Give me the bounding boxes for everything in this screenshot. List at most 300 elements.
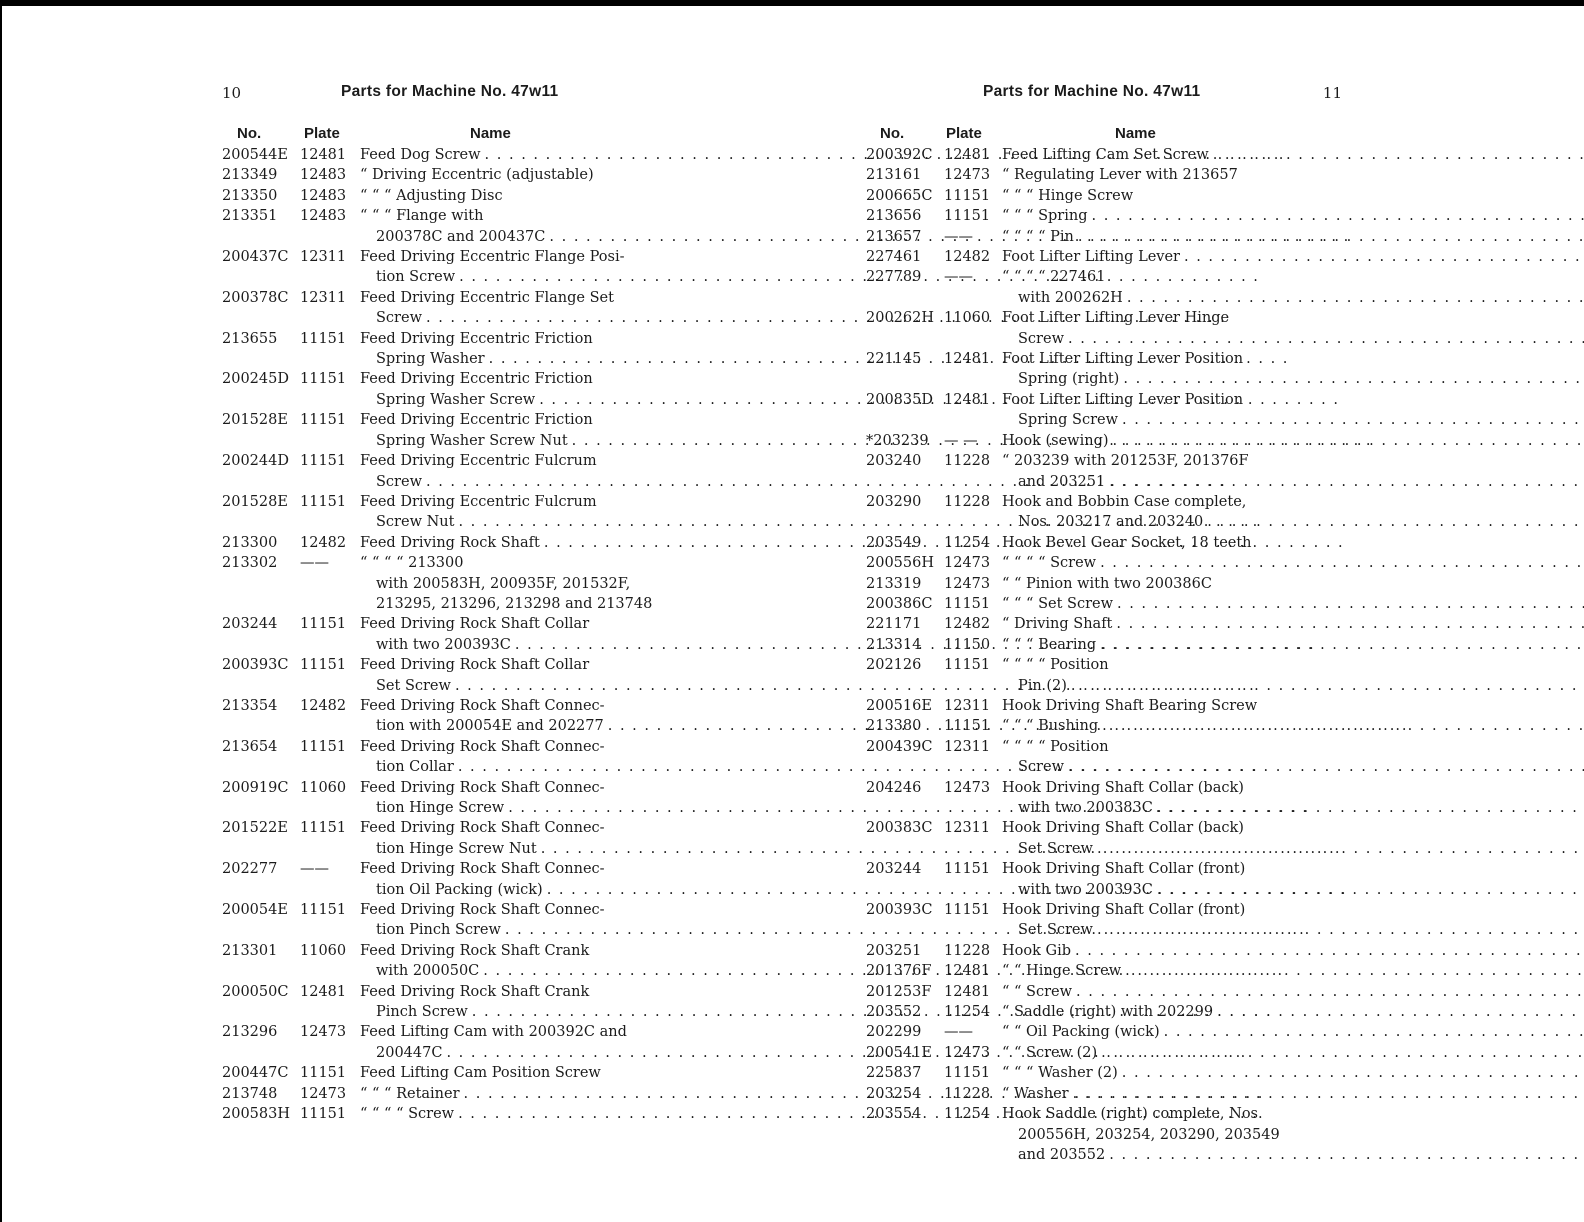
table-row [866, 1063, 1342, 1083]
plate-number: 11151 [944, 718, 991, 735]
part-name-line [1002, 349, 1584, 369]
part-name-line [360, 574, 652, 594]
part-name-text: “ “ Oil Packing (wick) [1002, 1024, 1160, 1041]
part-name [1002, 390, 1584, 431]
part-name-text: Feed Driving Rock Shaft Connec- [360, 902, 605, 919]
plate-number: 12473 [300, 1024, 347, 1041]
page-title: Parts for Machine No. 47w11 [341, 83, 559, 100]
dot-leader [1078, 227, 1584, 247]
part-number: 201522E [222, 820, 288, 837]
table-row [222, 696, 652, 737]
part-number: 204246 [866, 779, 922, 796]
part-name-text: Screw [376, 310, 422, 327]
dot-leader [1097, 839, 1584, 859]
part-name-text: Feed Driving Rock Shaft Crank [360, 942, 590, 959]
part-number: 213351 [222, 208, 278, 225]
part-name-text: with two 200393C [1018, 881, 1153, 898]
table-row [866, 614, 1342, 634]
part-name [1002, 206, 1584, 226]
plate-number: 12483 [300, 208, 347, 225]
plate-number: 11228 [944, 493, 991, 510]
part-number: 200439C [866, 738, 933, 755]
part-name-text: Foot Lifter Lifting Lever Hinge [1002, 310, 1230, 327]
part-number: 202126 [866, 657, 922, 674]
part-name [1002, 349, 1584, 390]
part-number: 200262H [866, 310, 934, 327]
table-row [222, 165, 652, 185]
dot-leader [1184, 247, 1584, 267]
part-number: 213656 [866, 208, 922, 225]
part-number: 200054E [222, 902, 288, 919]
scan-left-edge [0, 0, 2, 1222]
part-name-text: 200447C [376, 1044, 443, 1061]
part-name [1002, 941, 1584, 961]
part-name-text: Feed Driving Eccentric Friction [360, 412, 593, 429]
part-name-line [1002, 798, 1584, 818]
part-number: 200378C [222, 289, 289, 306]
part-name-line [1002, 308, 1584, 328]
part-name-text: “ “ “ Set Screw [1002, 595, 1113, 612]
part-name [1002, 1084, 1584, 1104]
part-name-text: Set Screw [1018, 840, 1093, 857]
part-name-text: “ Saddle (right) with 202299 [1002, 1004, 1214, 1021]
table-row [222, 206, 652, 247]
part-name-line [1002, 655, 1584, 675]
plate-number: 11151 [300, 657, 347, 674]
part-name [1002, 655, 1584, 696]
part-name-text: tion with 200054E and 202277 [376, 718, 604, 735]
part-name-text: “ Driving Shaft [1002, 616, 1113, 633]
part-name-text: “ “ “ Adjusting Disc [360, 187, 503, 204]
part-name-text: Screw [1018, 330, 1064, 347]
dot-leader [1076, 982, 1584, 1002]
part-number: 203549 [866, 534, 922, 551]
plate-number: —— [944, 1024, 973, 1041]
part-name-text: Set Screw [376, 677, 451, 694]
part-name-text: Spring Washer Screw Nut [376, 432, 568, 449]
plate-number: — — [944, 432, 978, 449]
part-name [1002, 716, 1584, 736]
table-row [866, 1104, 1342, 1165]
part-name-text: “ “ “ “ Position [1002, 738, 1109, 755]
plate-number: 11151 [300, 412, 347, 429]
column-header-no: No. [237, 125, 262, 142]
part-name-text: Spring Washer [376, 351, 485, 368]
part-name-line [1002, 574, 1342, 594]
part-name-text: Hook Driving Shaft Collar (back) [1002, 820, 1244, 837]
table-row [866, 533, 1342, 553]
column-header-no: No. [880, 125, 905, 142]
part-number: 213296 [222, 1024, 278, 1041]
part-name-line [1002, 614, 1584, 634]
part-number: 221145 [866, 351, 922, 368]
part-number: 200393C [222, 657, 289, 674]
part-name-text: Feed Driving Eccentric Fulcrum [360, 453, 597, 470]
parts-list [222, 145, 652, 1125]
part-number: 202277 [222, 861, 278, 878]
page-title: Parts for Machine No. 47w11 [983, 83, 1201, 100]
part-name [1002, 1104, 1584, 1165]
part-name [1002, 431, 1584, 451]
table-row [866, 818, 1342, 859]
part-name-text: Set Screw [1018, 922, 1093, 939]
part-name-text: “ “ “ “ Position [1002, 657, 1109, 674]
table-row [866, 553, 1342, 573]
part-number: 213380 [866, 718, 922, 735]
plate-number: 12481 [300, 147, 347, 163]
part-name-text: Feed Driving Eccentric Flange Posi- [360, 249, 625, 266]
table-row [222, 533, 652, 553]
part-name-line [1002, 859, 1584, 879]
part-name-text: Hook (sewing) [1002, 432, 1109, 449]
part-name [1002, 553, 1584, 573]
part-number: 201253F [866, 983, 932, 1000]
part-name-line [1002, 492, 1584, 512]
table-row [222, 186, 652, 206]
part-name-line [1002, 757, 1584, 777]
dot-leader [1164, 1022, 1584, 1042]
part-name-text: Feed Lifting Cam with 200392C and [360, 1024, 627, 1041]
plate-number: 12481 [944, 391, 991, 408]
part-name-text: with 200262H [1018, 289, 1123, 306]
part-name [1002, 635, 1584, 655]
plate-number: 12481 [944, 983, 991, 1000]
part-name-line [1002, 329, 1584, 349]
dot-leader [1117, 594, 1584, 614]
part-number: 200556H [866, 555, 934, 572]
plate-number: 12482 [300, 697, 347, 714]
part-name-line [1002, 716, 1584, 736]
part-name-line [360, 1063, 652, 1083]
dot-leader [1122, 410, 1584, 430]
part-name-text: Spring Washer Screw [376, 391, 536, 408]
plate-number: 11151 [300, 493, 347, 510]
part-number: 213349 [222, 167, 278, 184]
part-name-text: “ “ Hinge Screw [1002, 963, 1122, 980]
part-name-text: Foot Lifter Lifting Lever [1002, 249, 1180, 266]
plate-number: 12483 [300, 167, 347, 184]
part-name-text: Feed Driving Rock Shaft [360, 534, 540, 551]
table-row [866, 635, 1342, 655]
right-page-header [866, 80, 1342, 106]
part-name-text: “ “ “ Bearing [1002, 636, 1097, 653]
column-headers [222, 125, 652, 145]
part-name [1002, 1002, 1584, 1022]
table-row [222, 410, 652, 451]
table-row [222, 1022, 652, 1063]
part-name-line [1002, 900, 1584, 920]
part-name-text: Feed Driving Eccentric Friction [360, 330, 593, 347]
part-name-text: “ “ “ Retainer [360, 1085, 460, 1102]
column-header-name: Name [470, 125, 511, 142]
part-name-line [1002, 737, 1584, 757]
plate-number: 12311 [944, 697, 991, 714]
part-name [1002, 818, 1584, 859]
dot-leader [1071, 676, 1584, 696]
table-row [222, 553, 652, 614]
part-number: 203254 [866, 1085, 922, 1102]
part-name-text: Hook Saddle (right) complete, Nos. [1002, 1106, 1263, 1123]
plate-number: 11151 [300, 616, 347, 633]
part-name-line [360, 553, 652, 573]
table-row [222, 859, 652, 900]
part-name-text: Foot Lifter Lifting Lever Position [1002, 351, 1244, 368]
plate-number: 11151 [300, 1065, 347, 1082]
part-name [1002, 451, 1584, 492]
column-header-plate: Plate [304, 125, 340, 142]
part-name-text: Screw Nut [376, 514, 455, 531]
part-name-line [1002, 206, 1584, 226]
table-row [866, 349, 1342, 390]
part-name-text: Feed Lifting Cam Set Screw [1002, 147, 1209, 163]
part-number: 213350 [222, 187, 278, 204]
part-number: 200665C [866, 187, 933, 204]
part-name-text: with two 200393C [376, 636, 511, 653]
part-number: 202299 [866, 1024, 922, 1041]
table-row [222, 451, 652, 492]
part-name-line [1002, 472, 1584, 492]
plate-number: 11151 [300, 371, 347, 388]
plate-number: 11228 [944, 942, 991, 959]
plate-number: 11151 [300, 902, 347, 919]
part-name-line [1002, 533, 1342, 553]
plate-number: 12311 [300, 289, 347, 306]
part-name-text: Pin (2) [1018, 677, 1067, 694]
plate-number: —— [300, 555, 329, 572]
plate-number: 11228 [944, 1085, 991, 1102]
part-name [1002, 227, 1584, 247]
table-row [866, 961, 1342, 981]
part-name [360, 1063, 652, 1083]
part-name [1002, 961, 1584, 981]
part-number: 200392C [866, 147, 933, 163]
table-row [222, 145, 652, 165]
part-name-text: “ Regulating Lever with 213657 [1002, 167, 1238, 184]
part-number: 213302 [222, 555, 278, 572]
part-name-text: Spring Screw [1018, 412, 1118, 429]
part-name [1002, 696, 1342, 716]
part-number: 203240 [866, 453, 922, 470]
part-name [1002, 533, 1342, 553]
part-number: 213301 [222, 942, 278, 959]
dot-leader [1217, 1002, 1584, 1022]
part-name [1002, 982, 1584, 1002]
part-number: 201528E [222, 412, 288, 429]
part-name-line [1002, 390, 1584, 410]
part-name-text: Feed Dog Screw [360, 147, 481, 163]
part-number: 200516E [866, 697, 932, 714]
part-name [1002, 308, 1584, 349]
part-number: 200383C [866, 820, 933, 837]
part-number: 213654 [222, 738, 278, 755]
table-row [866, 431, 1342, 451]
dot-leader [1109, 1145, 1584, 1165]
part-number: 213314 [866, 636, 922, 653]
part-number: 200386C [866, 595, 933, 612]
part-number: 203554 [866, 1106, 922, 1123]
part-number: 200050C [222, 983, 289, 1000]
dot-leader [1157, 798, 1584, 818]
part-name-text: “ “ “ Hinge Screw [1002, 187, 1134, 204]
table-row [866, 941, 1342, 961]
table-row [866, 247, 1342, 267]
part-name-text: Nos. 203217 and 203240 [1018, 514, 1204, 531]
table-row [222, 614, 652, 655]
plate-number: 12481 [944, 147, 991, 163]
dot-leader [1100, 553, 1584, 573]
part-name-text: and 203552 [1018, 1146, 1106, 1163]
part-name [1002, 900, 1584, 941]
part-name-text: Feed Driving Eccentric Fulcrum [360, 493, 597, 510]
dot-leader [1123, 369, 1584, 389]
table-row [866, 859, 1342, 900]
part-name-text: “ “ “ “ Screw [1002, 555, 1097, 572]
part-name-text: Spring (right) [1018, 371, 1120, 388]
part-name-line [1002, 451, 1584, 471]
part-name-line [1002, 839, 1584, 859]
part-number: 200919C [222, 779, 289, 796]
part-name-text: tion Oil Packing (wick) [376, 881, 543, 898]
part-name [360, 165, 652, 185]
table-row [866, 1022, 1342, 1042]
part-name [1002, 574, 1342, 594]
plate-number: 11151 [300, 738, 347, 755]
plate-number: 11060 [300, 942, 347, 959]
part-number: 200541E [866, 1044, 932, 1061]
table-row [866, 165, 1342, 185]
part-name-text: Feed Driving Rock Shaft Connec- [360, 820, 605, 837]
part-name-line [1002, 410, 1584, 430]
part-number: 221171 [866, 616, 922, 633]
table-row [222, 1104, 652, 1124]
dot-leader [1116, 614, 1584, 634]
plate-number: 11151 [300, 1106, 347, 1123]
part-name-line [1002, 594, 1584, 614]
part-number: *203239 [866, 432, 929, 449]
part-number: 203244 [866, 861, 922, 878]
part-name-text: “ Driving Eccentric (adjustable) [360, 167, 594, 184]
dot-leader [1100, 635, 1584, 655]
plate-number: 12481 [300, 983, 347, 1000]
dot-leader [1068, 757, 1584, 777]
dot-leader [1113, 431, 1584, 451]
table-row [866, 145, 1342, 165]
part-name-text: Hook Driving Shaft Collar (front) [1002, 861, 1246, 878]
part-number: 200244D [222, 453, 289, 470]
part-number: 203552 [866, 1004, 922, 1021]
part-name-text: Feed Driving Eccentric Friction [360, 371, 593, 388]
part-name-text: “ “ “ Bushing [1002, 718, 1099, 735]
part-number: 200835D [866, 391, 933, 408]
scan-top-edge [0, 0, 1584, 6]
plate-number: 12473 [944, 575, 991, 592]
part-name-line [1002, 676, 1584, 696]
part-name [1002, 1043, 1584, 1063]
part-number: 213161 [866, 167, 922, 184]
part-name-text: Feed Driving Rock Shaft Connec- [360, 697, 605, 714]
table-row [222, 778, 652, 819]
part-number: 227789 [866, 269, 922, 286]
dot-leader [1097, 920, 1584, 940]
part-number: 200544E [222, 147, 288, 163]
part-name-text: Feed Driving Rock Shaft Connec- [360, 779, 605, 796]
part-number: 203244 [222, 616, 278, 633]
part-name-text: Hook Bevel Gear Socket, 18 teeth [1002, 534, 1252, 551]
part-name-line [1002, 696, 1342, 716]
dot-leader [1207, 512, 1584, 532]
table-row [222, 369, 652, 410]
table-row [866, 716, 1342, 736]
table-row [222, 247, 652, 288]
part-name-line [360, 165, 652, 185]
part-name-line [1002, 961, 1584, 981]
part-name-line [1002, 920, 1584, 940]
part-name-text: “ “ “ Spring [1002, 208, 1088, 225]
plate-number: 12481 [944, 963, 991, 980]
plate-number: 11254 [944, 534, 991, 551]
part-name-text: with 200050C [376, 963, 480, 980]
plate-number: 11151 [300, 453, 347, 470]
part-name [1002, 492, 1584, 533]
part-name [1002, 614, 1584, 634]
part-name-line [1002, 267, 1584, 287]
part-name-line [1002, 512, 1584, 532]
table-row [866, 492, 1342, 533]
part-name-text: “ “ “ “ Pin [1002, 228, 1074, 245]
table-row [866, 186, 1342, 206]
plate-number: 12473 [944, 779, 991, 796]
page-number: 11 [1322, 84, 1342, 102]
page-number: 10 [222, 84, 242, 102]
part-name-line [1002, 1063, 1584, 1083]
part-number: 200437C [222, 249, 289, 266]
plate-number: 12311 [944, 738, 991, 755]
part-name-text: “ “ Pinion with two 200386C [1002, 575, 1212, 592]
part-name-text: with 200583H, 200935F, 201532F, [376, 575, 631, 592]
part-number: 213354 [222, 697, 278, 714]
left-page [222, 80, 652, 1125]
dot-leader [1127, 288, 1584, 308]
part-name-line [1002, 165, 1342, 185]
part-name-line [1002, 880, 1584, 900]
plate-number: 12482 [944, 249, 991, 266]
part-name [1002, 186, 1342, 206]
part-name-text: Hook Driving Shaft Bearing Screw [1002, 697, 1258, 714]
part-name-text: “ “ “ “ 213300 [360, 555, 464, 572]
part-name-text: Feed Driving Eccentric Flange Set [360, 289, 614, 306]
part-name [1002, 267, 1584, 308]
table-row [866, 778, 1342, 819]
left-page-header [222, 80, 652, 106]
table-row [866, 1084, 1342, 1104]
part-name-text: 200378C and 200437C [376, 228, 546, 245]
table-row [222, 329, 652, 370]
plate-number: 11151 [944, 902, 991, 919]
plate-number: 11151 [300, 330, 347, 347]
part-name-line [1002, 288, 1584, 308]
plate-number: 11254 [944, 1106, 991, 1123]
part-name-line [1002, 1043, 1584, 1063]
part-name-line [1002, 369, 1584, 389]
plate-number: 12481 [944, 351, 991, 368]
part-number: 213657 [866, 228, 922, 245]
plate-number: 12311 [300, 249, 347, 266]
dot-leader [1075, 941, 1584, 961]
part-name-line [1002, 1145, 1584, 1165]
part-name-line [360, 594, 652, 614]
plate-number: 12473 [944, 555, 991, 572]
plate-number: 11060 [300, 779, 347, 796]
